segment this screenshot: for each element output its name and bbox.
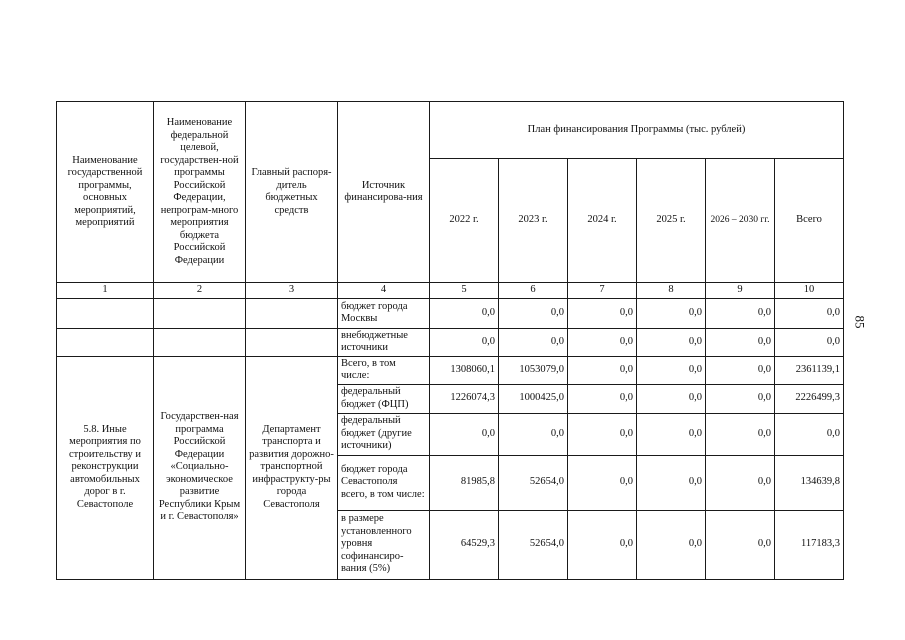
col-number: 10 xyxy=(775,283,844,299)
value-cell: 0,0 xyxy=(499,298,568,328)
value-cell: 2226499,3 xyxy=(775,384,844,413)
item-program-cell: Государствен-ная программа Российской Федерации «Социально-экономическое развитие Республики Крым и г. Севастополя» xyxy=(154,356,246,579)
item-manager-cell: Департамент транспорта и развития дорожно-транспортной инфраструкту-ры города Севастополя xyxy=(246,356,338,579)
value-cell: 2361139,1 xyxy=(775,356,844,384)
value-cell: 0,0 xyxy=(430,298,499,328)
value-cell: 0,0 xyxy=(430,328,499,356)
col-number: 5 xyxy=(430,283,499,299)
value-cell: 1308060,1 xyxy=(430,356,499,384)
header-col1: Наименование государственной программы, основных мероприятий, мероприятий xyxy=(57,102,154,283)
source-cell: бюджет города Севастополя всего, в том числе: xyxy=(338,455,430,510)
header-year-2024: 2024 г. xyxy=(568,159,637,283)
financing-table xyxy=(56,101,844,580)
header-year-2025: 2025 г. xyxy=(637,159,706,283)
value-cell: 0,0 xyxy=(568,298,637,328)
value-cell: 0,0 xyxy=(706,356,775,384)
table-row xyxy=(57,298,844,328)
value-cell: 0,0 xyxy=(706,328,775,356)
value-cell: 0,0 xyxy=(637,328,706,356)
source-cell: в размере установленного уровня софинансиро-вания (5%) xyxy=(338,510,430,579)
value-cell: 0,0 xyxy=(568,510,637,579)
value-cell: 81985,8 xyxy=(430,455,499,510)
value-cell: 134639,8 xyxy=(775,455,844,510)
value-cell: 52654,0 xyxy=(499,455,568,510)
value-cell: 0,0 xyxy=(568,384,637,413)
value-cell: 52654,0 xyxy=(499,510,568,579)
value-cell: 0,0 xyxy=(706,510,775,579)
table-row xyxy=(57,328,844,356)
source-cell: федеральный бюджет (ФЦП) xyxy=(338,384,430,413)
value-cell: 0,0 xyxy=(637,356,706,384)
value-cell: 0,0 xyxy=(499,328,568,356)
table-row xyxy=(57,356,844,384)
empty-cell xyxy=(57,298,154,328)
value-cell: 0,0 xyxy=(637,455,706,510)
source-cell: федеральный бюджет (другие источники) xyxy=(338,413,430,455)
value-cell: 117183,3 xyxy=(775,510,844,579)
value-cell: 1000425,0 xyxy=(499,384,568,413)
empty-cell xyxy=(246,298,338,328)
empty-cell xyxy=(154,298,246,328)
col-number: 9 xyxy=(706,283,775,299)
value-cell: 0,0 xyxy=(568,455,637,510)
col-number: 4 xyxy=(338,283,430,299)
header-total: Всего xyxy=(775,159,844,283)
value-cell: 1226074,3 xyxy=(430,384,499,413)
value-cell: 0,0 xyxy=(499,413,568,455)
value-cell: 0,0 xyxy=(430,413,499,455)
col-number: 8 xyxy=(637,283,706,299)
item-name-cell: 5.8. Иные мероприятия по строительству и реконструкции автомобильных дорог в г. Севастополе xyxy=(57,356,154,579)
header-plan: План финансирования Программы (тыс. рублей) xyxy=(430,102,844,159)
header-col3: Главный распоря-дитель бюджетных средств xyxy=(246,102,338,283)
header-year-2022: 2022 г. xyxy=(430,159,499,283)
value-cell: 1053079,0 xyxy=(499,356,568,384)
col-number: 2 xyxy=(154,283,246,299)
col-number: 6 xyxy=(499,283,568,299)
value-cell: 0,0 xyxy=(568,328,637,356)
value-cell: 0,0 xyxy=(706,298,775,328)
page-number: 85 xyxy=(852,315,868,329)
value-cell: 0,0 xyxy=(775,413,844,455)
column-number-row xyxy=(57,283,844,299)
empty-cell xyxy=(57,328,154,356)
value-cell: 64529,3 xyxy=(430,510,499,579)
source-cell: Всего, в том числе: xyxy=(338,356,430,384)
header-row xyxy=(57,102,844,159)
value-cell: 0,0 xyxy=(637,298,706,328)
header-year-2026-2030: 2026 – 2030 гг. xyxy=(706,159,775,283)
value-cell: 0,0 xyxy=(637,510,706,579)
value-cell: 0,0 xyxy=(706,455,775,510)
value-cell: 0,0 xyxy=(775,298,844,328)
value-cell: 0,0 xyxy=(637,413,706,455)
header-col4: Источник финансирова-ния xyxy=(338,102,430,283)
header-col2: Наименование федеральной целевой, государствен-ной программы Российской Федерации, непрограм-много мероприятия бюджета Российской Федерации xyxy=(154,102,246,283)
value-cell: 0,0 xyxy=(706,384,775,413)
source-cell: внебюджетные источники xyxy=(338,328,430,356)
col-number: 3 xyxy=(246,283,338,299)
source-cell: бюджет города Москвы xyxy=(338,298,430,328)
value-cell: 0,0 xyxy=(568,356,637,384)
value-cell: 0,0 xyxy=(637,384,706,413)
col-number: 7 xyxy=(568,283,637,299)
value-cell: 0,0 xyxy=(568,413,637,455)
value-cell: 0,0 xyxy=(706,413,775,455)
value-cell: 0,0 xyxy=(775,328,844,356)
header-year-2023: 2023 г. xyxy=(499,159,568,283)
empty-cell xyxy=(246,328,338,356)
col-number: 1 xyxy=(57,283,154,299)
empty-cell xyxy=(154,328,246,356)
